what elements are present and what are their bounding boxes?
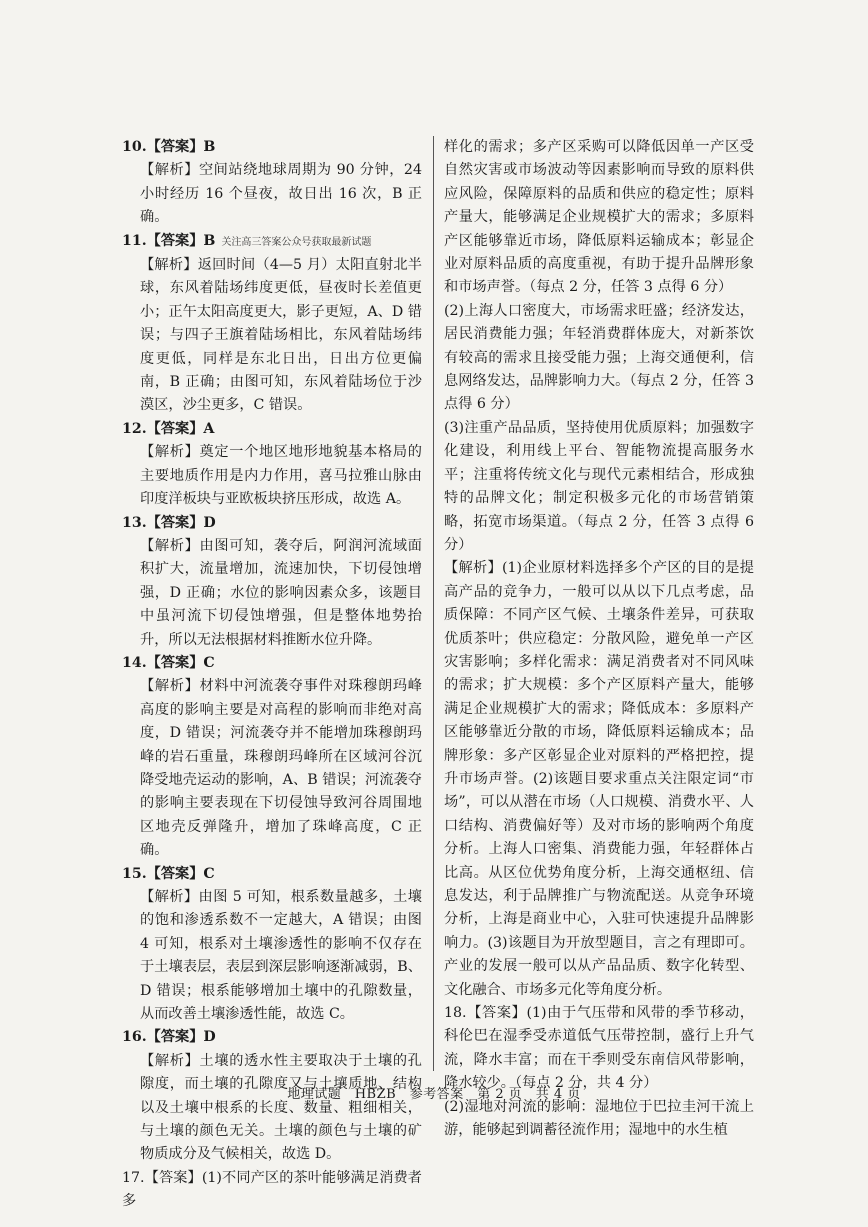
answer-11: 11.【答案】B	[122, 232, 216, 249]
question-10	[122, 136, 422, 230]
watermark-note: 关注高三答案公众号获取最新试题	[221, 236, 372, 248]
analysis-15: 【解析】由图 5 可知，根系数量越多，土壤的饱和渗透系数不一定越大，A 错误；由图 4 可知，根系对土壤渗透性的影响不仅存在于土壤表层，表层到深层影响逐渐减弱，B、D 错误；根系能够增加土壤中的孔隙数量，从而改善土壤渗透性能，故选 C。	[140, 889, 422, 1023]
answer-17-part2: (2)上海人口密度大，市场需求旺盛；经济发达，居民消费能力强；年轻消费群体庞大，对新茶饮有较高的需求且接受能力强；上海交通便利，信息网络发达，品牌影响力大。（每点 2 分，任答 3 点得 6 分）	[444, 302, 754, 413]
analysis-14: 【解析】材料中河流袭夺事件对珠穆朗玛峰高度的影响主要是对高程的影响而非绝对高度，D 错误；河流袭夺并不能增加珠穆朗玛峰的岩石重量，珠穆朗玛峰所在区域河谷沉降受地壳运动的影响，A、B 错误；河流袭夺的影响主要表现在下切侵蚀导致河谷周围地区地壳反弹隆升，增加了珠峰高度，C 正确。	[140, 678, 422, 859]
answer-13: 13.【答案】D	[122, 514, 216, 531]
answer-17-part1-cont: 样化的需求；多产区采购可以降低因单一产区受自然灾害或市场波动等因素影响而导致的原料供应风险，保障原料的品质和供应的稳定性；原料产量大，能够满足企业规模扩大的需求；多原料产区能够靠近市场，降低原料运输成本；彰显企业对原料品质的高度重视，有助于提升品牌形象和市场声誉。（每点 2 分，任答 3 点得 6 分）	[444, 139, 754, 296]
question-14	[122, 652, 422, 863]
answer-10: 10.【答案】B	[122, 139, 216, 155]
analysis-11: 【解析】返回时间（4—5 月）太阳直射北半球，东风着陆场纬度更低，昼夜时长差值更小；正午太阳高度更大，影子更短，A、D 错误；与四子王旗着陆场相比，东风着陆场纬度更低，同样是东北日出，日出方位更偏南，B 正确；由图可知，东风着陆场位于沙漠区，沙尘更多，C 错误。	[140, 257, 422, 414]
question-13	[122, 512, 422, 652]
answer-15: 15.【答案】C	[122, 865, 215, 882]
answer-16: 16.【答案】D	[122, 1029, 216, 1046]
analysis-17: 【解析】(1)企业原材料选择多个产区的目的是提高产品的竞争力，一般可以从以下几点考虑，品质保障：不同产区气候、土壤条件差异，可获取优质茶叶；供应稳定：分散风险，避免单一产区灾害影响；多样化需求：满足消费者对不同风味的需求；扩大规模：多个产区原料产量大，能够满足企业规模扩大的需求；降低成本：多原料产区能够靠近分散的市场，降低原料运输成本；品牌形象：多产区彰显企业对原料的严格把控，提升市场声誉。(2)该题目要求重点关注限定词“市场”，可以从潜在市场（人口规模、消费水平、人口结构、消费偏好等）及对市场的影响两个角度分析。上海人口密集、消费能力强，年轻群体占比高。从区位优势角度分析，上海交通枢纽、信息发达，利于品牌推广与物流配送。从竞争环境分析，上海是商业中心，入驻可快速提升品牌影响力。(3)该题目为开放型题目，言之有理即可。产业的发展一般可以从产品品质、数字化转型、文化融合、市场多元化等角度分析。	[444, 560, 754, 998]
answer-14: 14.【答案】C	[122, 654, 215, 671]
answer-12: 12.【答案】A	[122, 420, 215, 437]
answer-18-part1: 18.【答案】(1)由于气压带和风带的季节移动，科伦巴在湿季受赤道低气压带控制，盛行上升气流，降水丰富；而在干季则受东南信风带影响，降水较少。（每点 2 分，共 4 分）	[444, 1005, 754, 1092]
right-column	[444, 136, 754, 1142]
question-12	[122, 418, 422, 512]
question-15	[122, 863, 422, 1027]
analysis-12: 【解析】奠定一个地区地形地貌基本格局的主要地质作用是内力作用，喜马拉雅山脉由印度洋板块与亚欧板块挤压形成，故选 A。	[140, 444, 422, 508]
question-17-start	[122, 1167, 422, 1214]
analysis-16: 【解析】土壤的透水性主要取决于土壤的孔隙度，而土壤的孔隙度又与土壤质地、结构以及土壤中根系的长度、数量、粗细相关，与土壤的颜色无关。土壤的颜色与土壤的矿物质成分及气候相关，故选 D。	[140, 1052, 422, 1163]
answer-17-part3: (3)注重产品品质，坚持使用优质原料；加强数字化建设，利用线上平台、智能物流提高服务水平；注重将传统文化与现代元素相结合，形成独特的品牌文化；制定积极多元化的市场营销策略，拓宽市场渠道。（每点 2 分，任答 3 点得 6 分）	[444, 419, 754, 553]
column-divider	[433, 136, 434, 1071]
answer-18-part2: (2)湿地对河流的影响：湿地位于巴拉圭河干流上游，能够起到调蓄径流作用；湿地中的水生植	[444, 1098, 754, 1139]
analysis-13: 【解析】由图可知，袭夺后，阿润河流域面积扩大，流量增加，流速加快，下切侵蚀增强，D 正确；水位的影响因素众多，该题目中虽河流下切侵蚀增强，但是整体地势抬升，所以无法根据材料推断水位升降。	[140, 537, 422, 648]
page-footer: 地理试题 HBZB 参考答案 第 2 页 共 4 页	[287, 1087, 581, 1102]
question-11	[122, 230, 422, 418]
answer-17-part1: 17.【答案】(1)不同产区的茶叶能够满足消费者多	[122, 1169, 422, 1210]
analysis-10: 【解析】空间站绕地球周期为 90 分钟，24 小时经历 16 个昼夜，故日出 16 次，B 正确。	[140, 162, 422, 226]
left-column	[122, 136, 422, 1214]
